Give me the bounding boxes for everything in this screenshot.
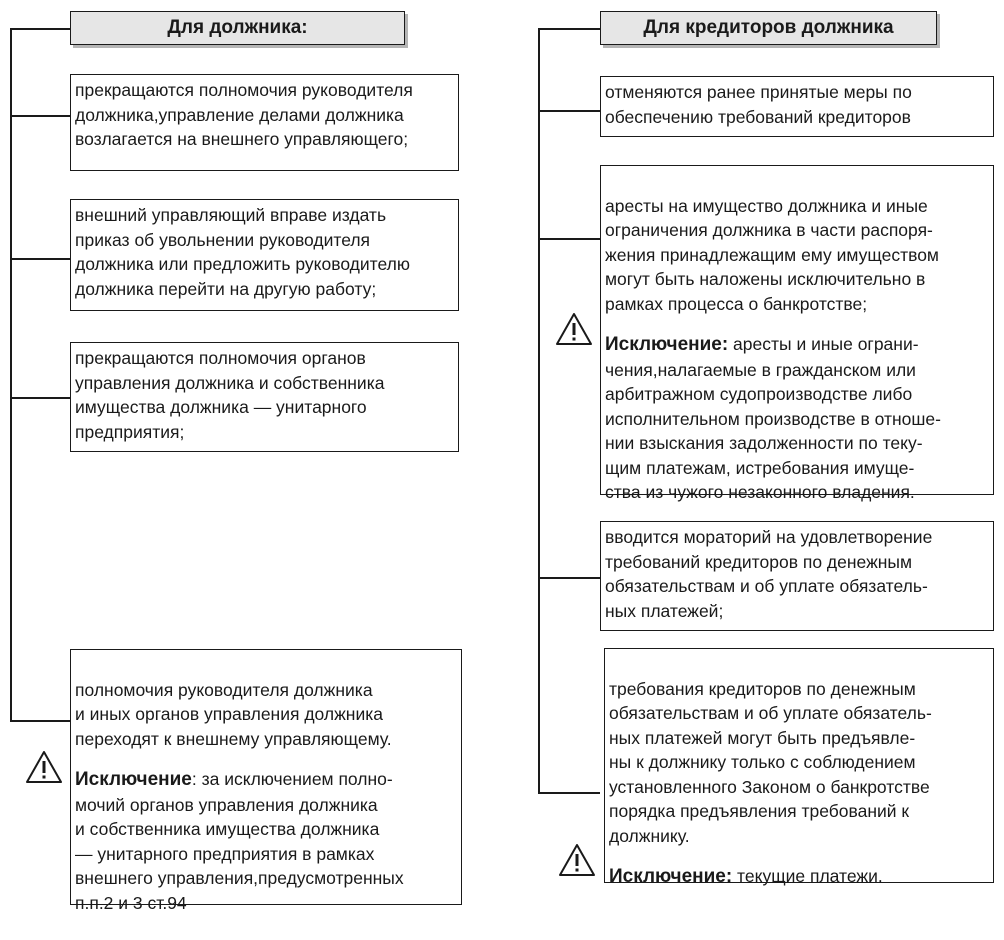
right-connector-2 [538,238,600,240]
right-exception-2 [609,864,993,890]
right-trunk-line [538,28,540,793]
left-connector-4 [10,720,70,722]
left-connector-2 [10,258,70,260]
right-header: Для кредиторов должника [600,11,937,45]
right-box-1: отменяются ранее принятые меры по обеспечению требований кредиторов [600,76,994,137]
right-box-4 [604,648,994,887]
right-box-2-text: аресты на имущество должника и иные ограничения должника в части распоря- жения принадлежащим ему имуществом могут быть наложены исключительно в рамках процесса о банкротстве; [605,195,939,314]
left-box-1: прекращаются полномочия руководителя должника,управление делами должника возлагается на внешнего управляющего; [70,74,459,171]
left-box-4-text: полномочия руководителя должника и иных органов управления должника переходят к внешнему управляющему. [75,679,392,749]
warning-triangle-icon [25,750,63,784]
right-box-2 [600,165,994,502]
right-connector-4 [538,792,600,794]
right-connector-3 [538,577,600,579]
right-connector-1 [538,110,600,112]
left-box-4 [70,649,462,913]
left-connector-3 [10,397,70,399]
left-trunk-line [10,28,12,721]
left-box-3: прекращаются полномочия органов управления должника и собственника имущества должника — унитарного предприятия; [70,342,459,452]
left-box-2: внешний управляющий вправе издать приказ об увольнении руководителя должника или предложить руководителю должника перейти на другую работу; [70,199,459,311]
right-exception-1 [605,332,993,505]
left-header: Для должника: [70,11,405,45]
right-exception-1-label: Исключение: [605,334,729,355]
left-exception-label: Исключение [75,769,192,790]
warning-triangle-icon [555,312,593,346]
left-connector-1 [10,115,70,117]
right-box-3: вводится мораторий на удовлетворение требований кредиторов по денежным обязательствам и об уплате обязатель- ных платежей; [600,521,994,631]
right-exception-2-label: Исключение: [609,866,733,887]
right-exception-2-text: текущие платежи. [732,866,883,886]
right-exception-1-text: аресты и иные ограни- чения,налагаемые в гражданском или арбитражном судопроизводстве либо исполнительном производстве в отноше- нии взыскания задолженности по теку- щим платежам, истребования имуще- ства из чужого незаконного владения. [605,334,941,502]
right-box-4-text: требования кредиторов по денежным обязательствам и об уплате обязатель- ных платежей могут быть предъявле- ны к должнику только с соблюдением установленного Законом о банкротстве порядка предъявления требований к должнику. [609,678,932,846]
left-connector-header [10,28,70,30]
left-exception [75,767,461,915]
left-exception-text: : за исключением полно- мочий органов управления должника и собственника имущества должника — унитарного предприятия в рамках внешнего управления,предусмотренных п.п.2 и 3 ст.94 [75,769,404,913]
warning-triangle-icon [558,843,596,877]
right-connector-header [538,28,600,30]
